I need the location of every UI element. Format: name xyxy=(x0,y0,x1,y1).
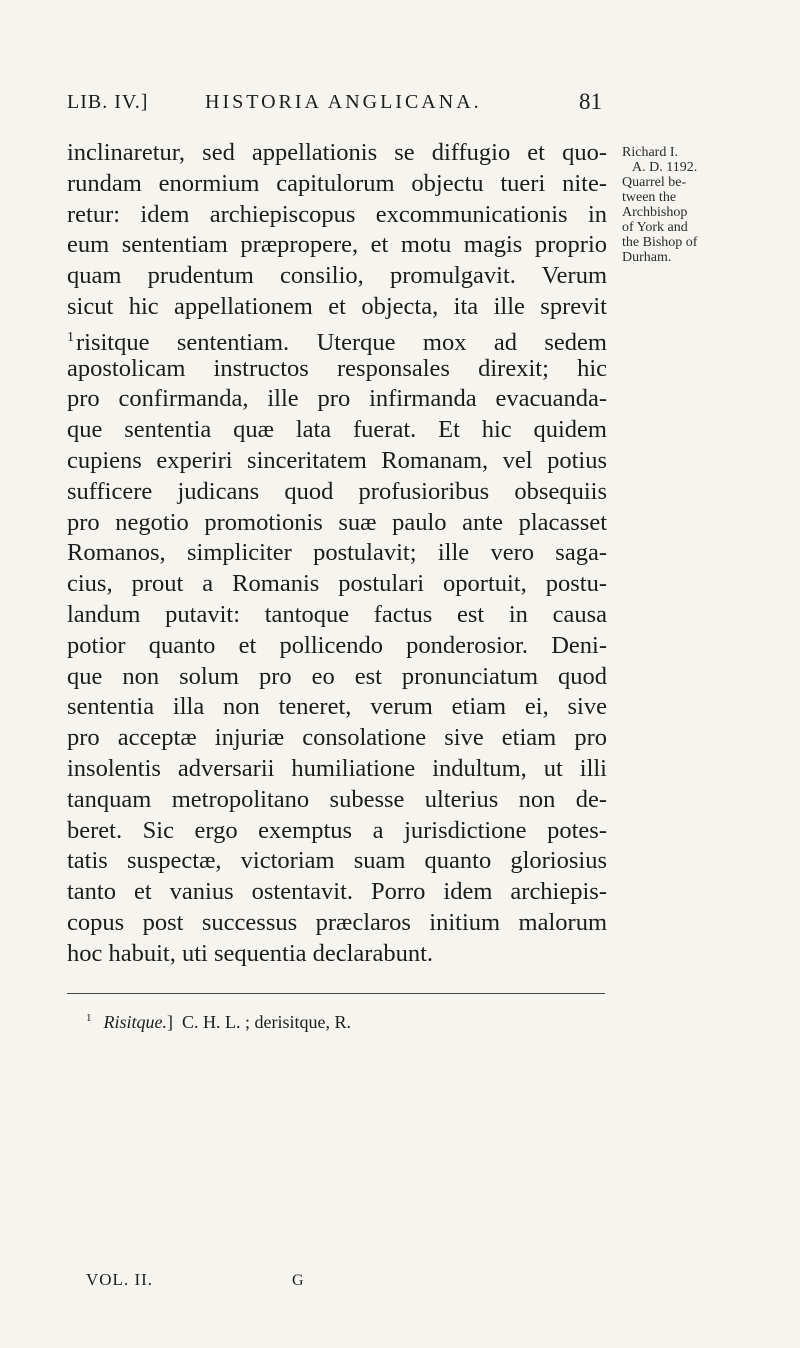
text-line: landum putavit: tantoque factus est in causa xyxy=(67,600,607,628)
text-line: copus post successus præclaros initium malorum xyxy=(67,908,607,936)
footnote-reference: 1 xyxy=(67,329,74,345)
sidenote-line: the Bishop of xyxy=(622,235,698,250)
text-line: sufficere judicans quod profusioribus obsequiis xyxy=(67,477,607,505)
running-head xyxy=(67,91,602,119)
sidenote-line: Quarrel be- xyxy=(622,175,687,190)
footnote-lemma: Risitque. xyxy=(103,1012,167,1032)
sidenote-line: Archbishop xyxy=(622,205,688,220)
page-number: 81 xyxy=(579,89,602,114)
sidenote-line: of York and xyxy=(622,220,688,235)
footnote-bracket: ] xyxy=(167,1012,173,1032)
footnote-divider xyxy=(67,993,605,994)
volume-signature: VOL. II. xyxy=(86,1270,154,1289)
sidenote-date: A. D. 1192. xyxy=(632,160,698,175)
text-line: que non solum pro eo est pronunciatum quod xyxy=(67,662,607,690)
text-line: hoc habuit, uti sequentia declarabunt. xyxy=(67,939,434,967)
text-line: tanto et vanius ostentavit. Porro idem archiepis- xyxy=(67,878,607,906)
text-line: tatis suspectæ, victoriam suam quanto gloriosius xyxy=(67,847,607,875)
text-line: pro negotio promotionis suæ paulo ante placasset xyxy=(67,508,607,536)
book-reference: LIB. IV.] xyxy=(67,91,149,113)
text-line: que sententia quæ lata fuerat. Et hic quidem xyxy=(67,416,607,444)
running-title: HISTORIA ANGLICANA. xyxy=(205,91,482,113)
text-line: quam prudentum consilio, promulgavit. Verum xyxy=(67,262,607,290)
sidenote-line: Richard I. xyxy=(622,145,678,160)
text-line: retur: idem archiepiscopus excommunicationis in xyxy=(67,200,607,228)
text-line-content: risitque sententiam. Uterque mox ad sedem xyxy=(76,328,607,356)
footnote-marker: 1 xyxy=(86,1012,92,1024)
marginal-note xyxy=(622,145,742,265)
sidenote-line: Durham. xyxy=(622,250,672,265)
text-line: eum sententiam præpropere, et motu magis proprio xyxy=(67,231,607,259)
gathering-mark: G xyxy=(292,1272,304,1289)
text-line: sententia illa non teneret, verum etiam ei, sive xyxy=(67,693,607,721)
text-line: pro acceptæ injuriæ consolatione sive etiam pro xyxy=(67,724,607,752)
text-line: tanquam metropolitano subesse ulterius non de- xyxy=(67,785,607,813)
text-line: cius, prout a Romanis postulari oportuit, postu- xyxy=(67,570,607,598)
text-line: potior quanto et pollicendo ponderosior. Deni- xyxy=(67,631,607,659)
footnote xyxy=(86,1006,606,1034)
text-line: cupiens experiri sinceritatem Romanam, vel potius xyxy=(67,446,607,474)
footnote-text: C. H. L. ; derisitque, R. xyxy=(182,1012,351,1032)
sidenote-line: tween the xyxy=(622,190,677,205)
text-line: sicut hic appellationem et objecta, ita ille sprevit xyxy=(67,292,607,320)
text-line: apostolicam instructos responsales direxit; hic xyxy=(67,354,607,382)
text-line: beret. Sic ergo exemptus a jurisdictione potes- xyxy=(67,816,607,844)
text-line: rundam enormium capitulorum objectu tueri nite- xyxy=(67,169,607,197)
text-line: Romanos, simpliciter postulavit; ille vero saga- xyxy=(67,539,607,567)
main-text xyxy=(67,138,607,970)
text-line: insolentis adversarii humiliatione indultum, ut illi xyxy=(67,754,607,782)
text-line: inclinaretur, sed appellationis se diffugio et quo- xyxy=(67,139,607,166)
text-line-with-note xyxy=(67,323,607,354)
text-line: pro confirmanda, ille pro infirmanda evacuanda- xyxy=(67,385,607,413)
